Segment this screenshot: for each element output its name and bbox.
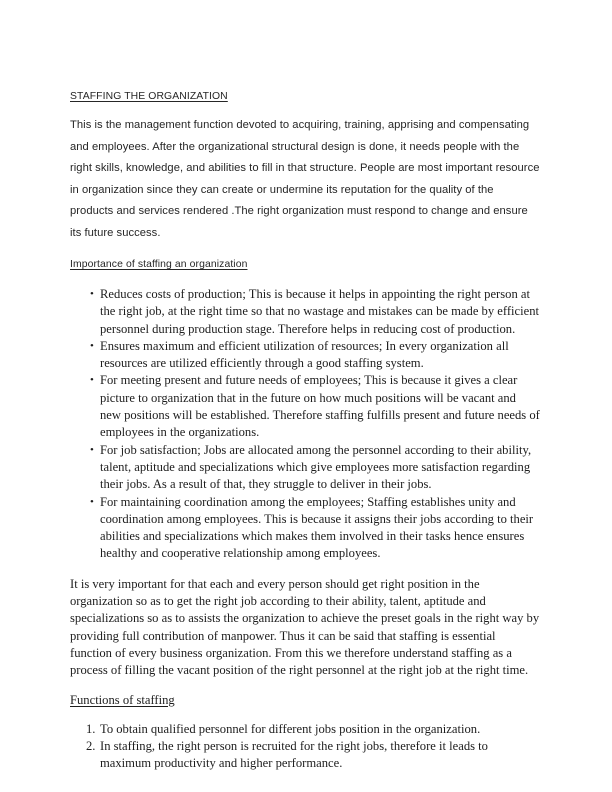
importance-bullet-list <box>70 286 540 563</box>
bullet-point-icon: • <box>90 443 94 456</box>
bullet-point-icon: • <box>90 288 94 300</box>
list-item <box>70 738 540 773</box>
bullet-point-icon: • <box>90 339 94 352</box>
section-heading-importance-of-staffing: Importance of staffing an organization <box>70 259 248 270</box>
list-item-text: To obtain qualified personnel for different jobs position in the organization. <box>100 721 481 736</box>
list-number-marker: 1. <box>86 721 96 736</box>
list-item-text: Reduces costs of production; This is because it helps in appointing the right person at the right job, at the right time so that no wastage and mistakes can be made by efficient personnel during production stage. Therefore helps in reducing cost of production. <box>100 287 540 336</box>
functions-numbered-list <box>70 721 540 773</box>
list-item <box>70 494 540 563</box>
list-item <box>70 338 540 373</box>
intro-paragraph: This is the management function devoted to acquiring, training, apprising and compensating and employees. After the organizational structural design is done, it needs people with the right skills, knowledge, and abilities to fill in that structure. People are most important resource in organization since they can create or undermine its reputation for the quality of the products and services rendered .The right organization must respond to change and ensure its future success. <box>70 119 540 239</box>
list-item <box>70 442 540 494</box>
list-item-text: In staffing, the right person is recruited for the right jobs, therefore it leads to maximum productivity and higher performance. <box>100 738 488 771</box>
list-number-marker: 2. <box>86 738 96 753</box>
list-item-text: Ensures maximum and efficient utilization of resources; In every organization all resources are utilized efficiently through a good staffing system. <box>100 338 509 371</box>
bullet-point-icon: • <box>90 495 94 508</box>
bullet-point-icon: • <box>90 374 94 387</box>
section-heading-staffing-the-organization: STAFFING THE ORGANIZATION <box>70 91 228 102</box>
list-item <box>70 721 540 738</box>
list-item-text: For maintaining coordination among the employees; Staffing establishes unity and coordination among employees. This is because it assigns their jobs according to their abilities and specializations which makes them involved in their tasks hence ensures healthy and cooperative relationship among employees. <box>100 494 534 561</box>
list-item <box>70 286 540 338</box>
list-item <box>70 372 540 441</box>
section-heading-functions-of-staffing: Functions of staffing <box>70 692 175 707</box>
list-item-text: For meeting present and future needs of employees; This is because it gives a clear picture to organization that in the future on how much positions will be vacant and new positions will be established. Therefore staffing fulfills present and future needs of employees in the organizations. <box>100 373 540 440</box>
list-item-text: For job satisfaction; Jobs are allocated among the personnel according to their ability, talent, aptitude and specializations which give employees more satisfaction regarding their jobs. As a result of that, they struggle to deliver in their jobs. <box>100 442 532 492</box>
summary-paragraph: It is very important for that each and every person should get right position in the organization so as to get the right job according to their ability, talent, aptitude and specializations so as to assists the organization to achieve the preset goals in the right way by providing full contribution of manpower. Thus it can be said that staffing is essential function of every business organization. From this we therefore understand staffing as a process of filling the vacant position of the right personnel at the right job at the right time. <box>70 576 540 678</box>
